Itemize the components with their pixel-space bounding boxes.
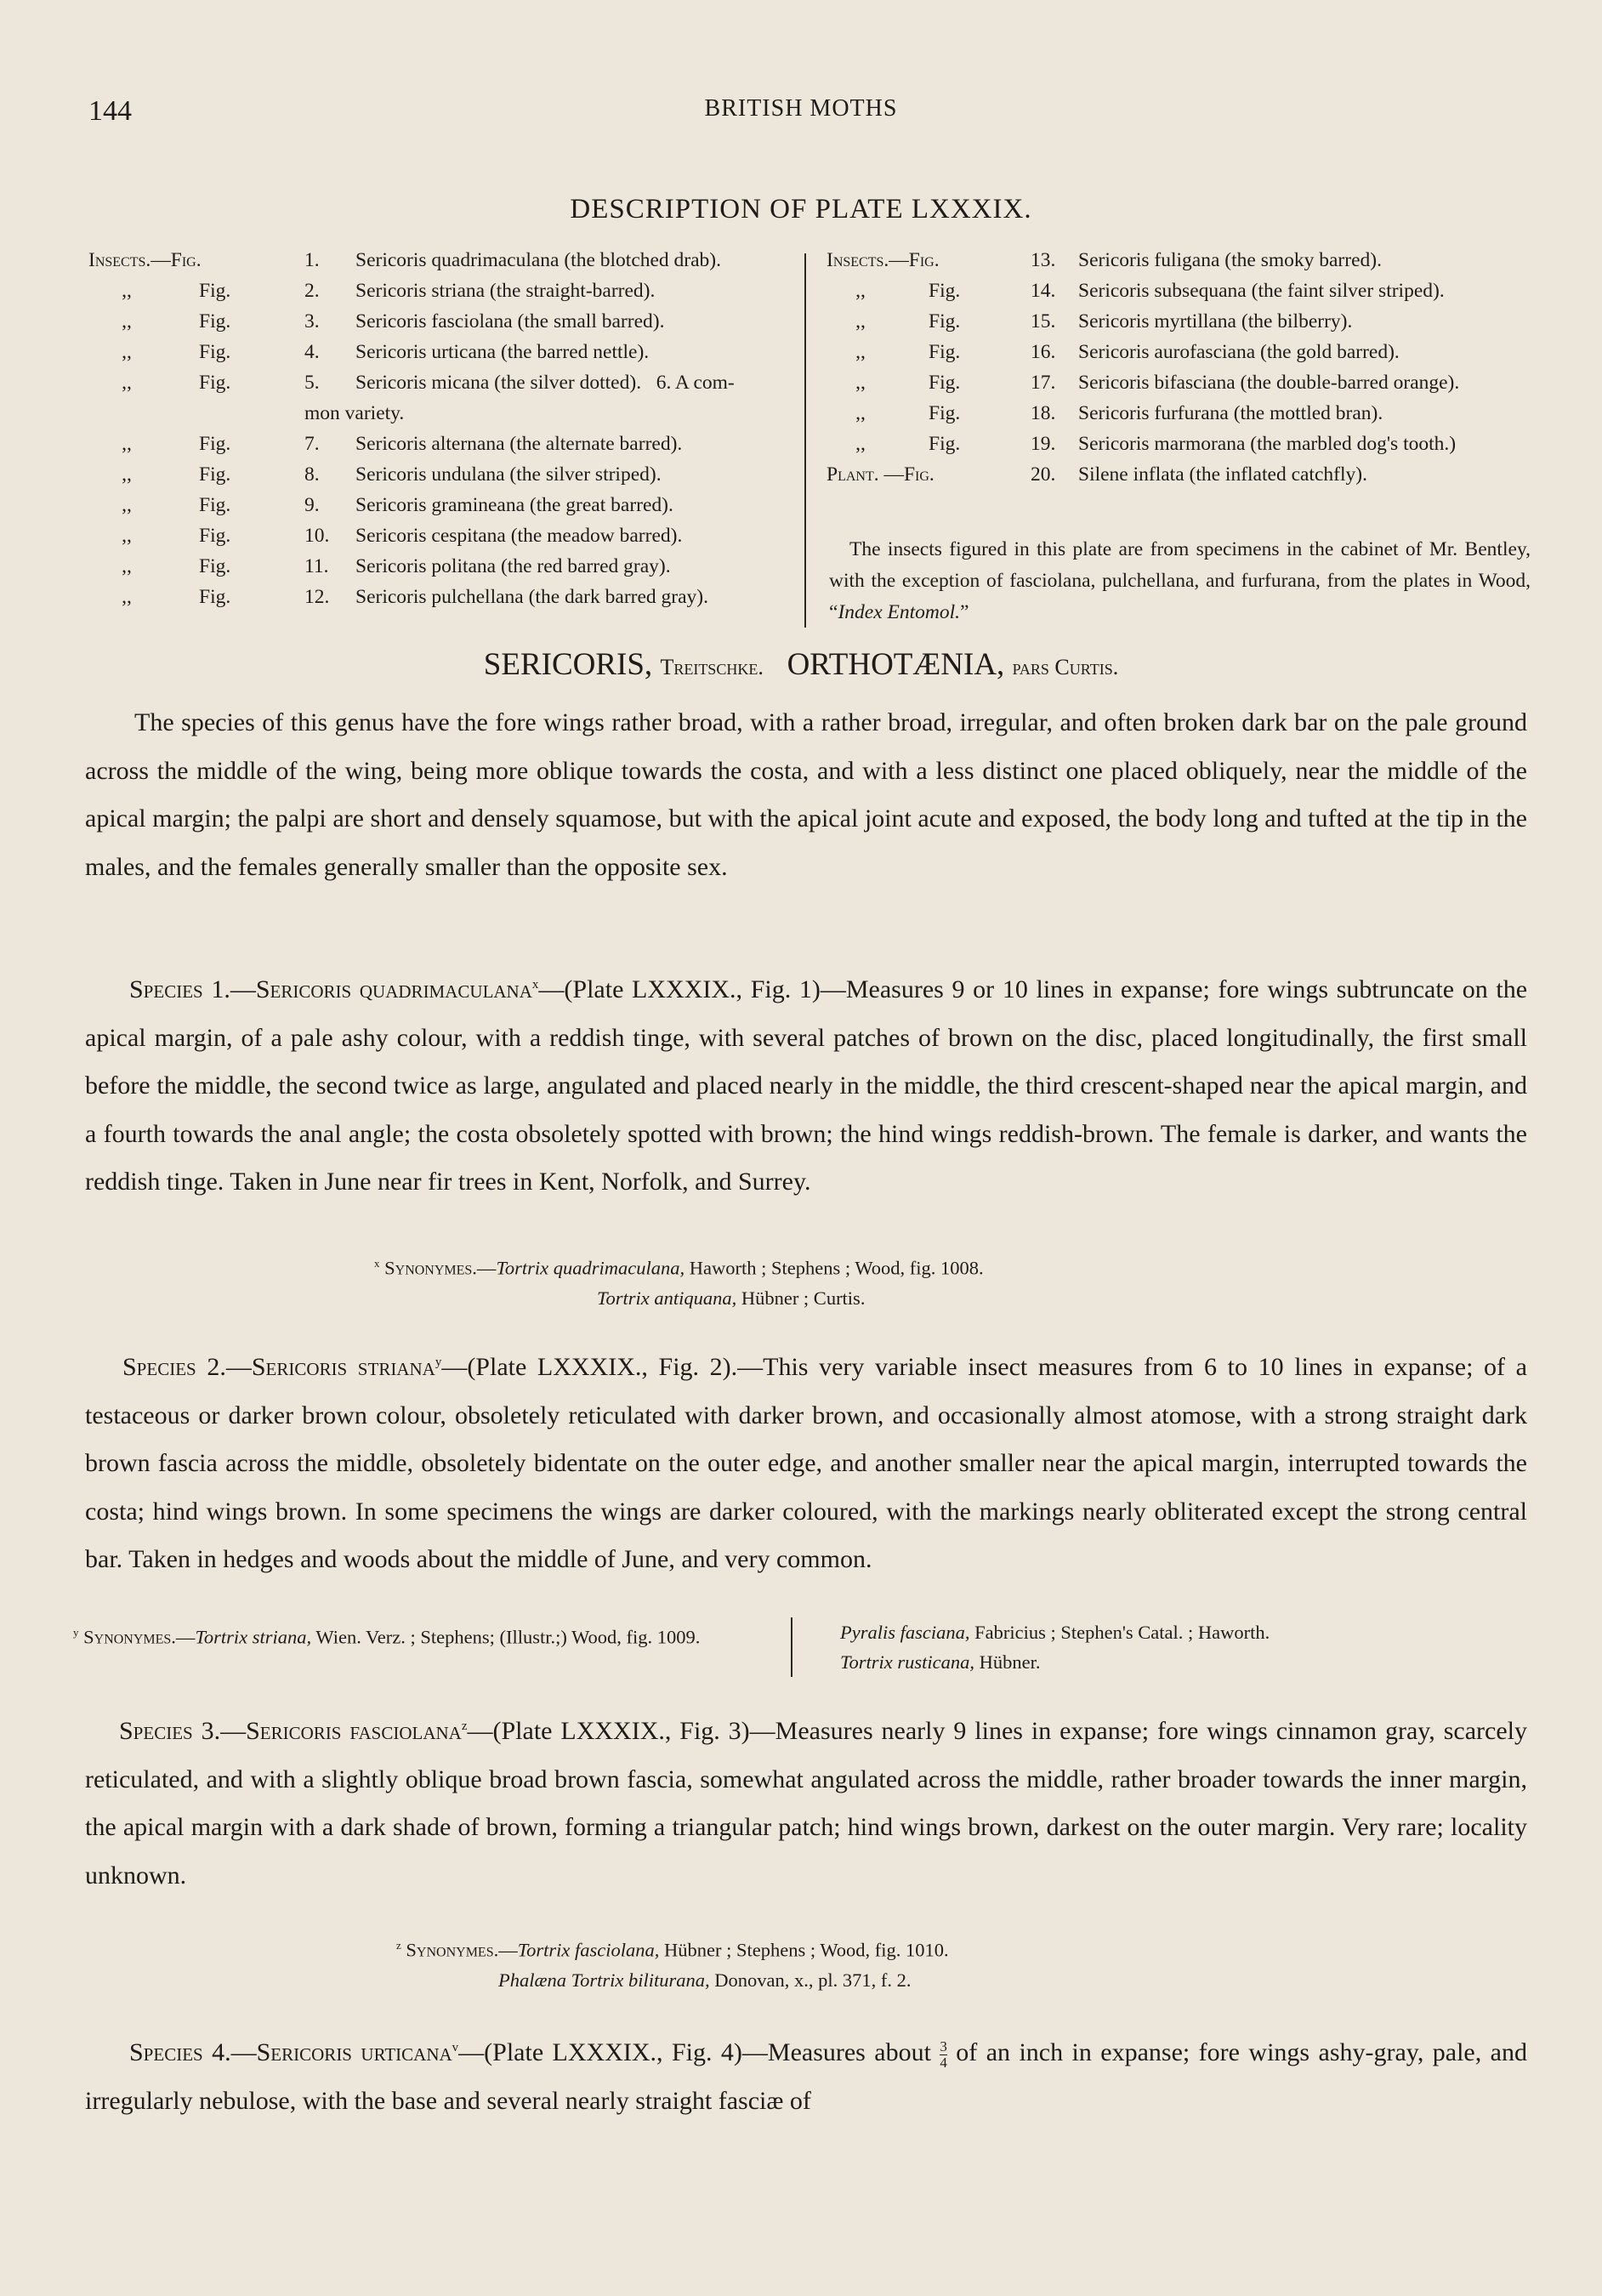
genus-heading [0, 646, 1602, 683]
synonym-label: Synonymes.— [384, 1257, 497, 1279]
figure-row [88, 306, 794, 337]
figure-text: Sericoris striana (the straight-barred). [355, 280, 656, 302]
synonym-source: Haworth ; Stephens ; Wood, fig. 1008. [685, 1257, 984, 1279]
synonym-source: Hübner ; Curtis. [736, 1287, 866, 1309]
figure-lead: ,, [855, 402, 866, 424]
page-number: 144 [88, 95, 132, 127]
figure-label: Fig. [199, 494, 231, 516]
figure-number: 4. [304, 341, 320, 363]
figure-lead: ,, [855, 372, 866, 394]
figure-number: 2. [304, 280, 320, 302]
synonym-label: Synonymes.— [406, 1939, 518, 1961]
figure-number: 18. [1031, 402, 1056, 424]
fraction [940, 2039, 947, 2071]
figure-number: 20. [1031, 463, 1056, 486]
figure-text: Sericoris fuligana (the smoky barred). [1078, 249, 1382, 271]
figure-lead: Plant. —Fig. [827, 463, 934, 486]
species-text: —(Plate LXXXIX., Fig. 3)—Measures nearly 9 lines in expanse; fore wings cinnamon gray, scarcely reticulated, and with a slightly oblique broad brown fascia, somewhat angulated across the middle, rather broader towards the inner margin, the apical margin with a dark shade of brown, forming a triangular patch; hind wings brown, darkest on the outer margin. Very rare; locality unknown. [85, 1717, 1527, 1890]
synonym-name: Pyralis fasciana, [840, 1622, 970, 1643]
figure-row [827, 306, 1532, 337]
synonym-source: Donovan, x., pl. 371, f. 2. [709, 1969, 912, 1991]
species-label: Species 2.—Sericoris striana [122, 1353, 435, 1381]
synonym-line [396, 1930, 1417, 1965]
species-label: Species 1.—Sericoris quadrimaculana [129, 975, 532, 1003]
synonym-name: Tortrix antiquana, [597, 1287, 737, 1309]
figure-number: 15. [1031, 310, 1056, 332]
figure-lead: ,, [122, 586, 132, 608]
footnote-mark: v [452, 2041, 459, 2054]
synonym-source: Hübner ; Stephens ; Wood, fig. 1010. [659, 1939, 949, 1961]
figure-text: Sericoris gramineana (the great barred). [355, 494, 673, 516]
figure-number: 1. [304, 249, 320, 271]
figure-row [88, 367, 794, 398]
species-text: —(Plate LXXXIX., Fig. 2).—This very variable insect measures from 6 to 10 lines in expanse; of a testaceous or darker brown colour, obsoletely reticulated with darker brown, and occasionally almost atomose, with a strong straight dark brown fascia across the middle, obsoletely bidentate on the outer edge, and another smaller near the apical margin, interrupted towards the costa; hind wings brown. In some specimens the wings are darker coloured, with the markings nearly obliterated except the strong central bar. Taken in hedges and woods about the middle of June, and very common. [85, 1353, 1527, 1573]
figure-lead: ,, [122, 310, 132, 332]
figure-row [88, 276, 794, 306]
figure-number: 11. [304, 555, 329, 577]
synonym-line [374, 1283, 1395, 1313]
synonym-line [396, 1965, 1417, 1995]
species-text: —(Plate LXXXIX., Fig. 1)—Measures 9 or 10 lines in expanse; fore wings subtruncate on the apical margin, of a pale ashy colour, with a reddish tinge, with several patches of brown on the disc, placed longitudinally, the first small before the middle, the second twice as large, angulated and placed nearly in the middle, the third crescent-shaped near the apical margin, and a fourth towards the anal angle; the costa obsoletely spotted with brown; the hind wings reddish-brown. The female is darker, and wants the reddish tinge. Taken in June near fir trees in Kent, Norfolk, and Surrey. [85, 975, 1528, 1196]
species-1-paragraph [85, 961, 1527, 1207]
figure-number: 5. [304, 372, 320, 394]
cabinet-note-text: The insects figured in this plate are from specimens in the cabinet of Mr. Bentley, with the exception of fasciolana, pulchellana, and furfurana, from the plates in Wood, “ [829, 538, 1531, 623]
figure-list-left [88, 245, 794, 612]
figure-lead: ,, [855, 433, 866, 455]
figure-row [88, 459, 794, 490]
figure-label: Fig. [929, 280, 961, 302]
footnote-mark: x [374, 1257, 380, 1270]
figure-row [827, 429, 1532, 459]
figure-text: Sericoris undulana (the silver striped). [355, 463, 662, 486]
figure-label: Fig. [929, 402, 961, 424]
species-2-synonyms-left [73, 1617, 787, 1652]
figure-text-continuation: mon variety. [304, 402, 405, 424]
synonym-name: Tortrix quadrimaculana, [496, 1257, 685, 1279]
figure-row [88, 490, 794, 520]
figure-lead: ,, [122, 494, 132, 516]
figure-row [88, 582, 794, 612]
running-title: BRITISH MOTHS [704, 95, 898, 122]
species-label: Species 4.—Sericoris urticana [129, 2038, 452, 2066]
figure-row-continuation [88, 398, 794, 429]
figure-number: 16. [1031, 341, 1056, 363]
footnote-mark: y [73, 1626, 79, 1639]
figure-text: Sericoris micana (the silver dotted). 6. A com- [355, 372, 735, 394]
figure-list-right [827, 245, 1532, 490]
genus-author: Treitschke. [660, 655, 764, 679]
species-2-synonyms-right [840, 1617, 1537, 1677]
figure-text: Sericoris cespitana (the meadow barred). [355, 525, 683, 547]
figure-lead: ,, [122, 555, 132, 577]
synonym-source: Fabricius ; Stephen's Catal. ; Haworth. [969, 1622, 1270, 1643]
figure-number: 13. [1031, 249, 1056, 271]
synonym-name: Tortrix striana, [195, 1626, 312, 1648]
synonym-line [374, 1248, 1395, 1283]
figure-lead: ,, [122, 341, 132, 363]
figure-number: 8. [304, 463, 320, 486]
figure-row [827, 245, 1532, 276]
figure-text: Sericoris subsequana (the faint silver striped). [1078, 280, 1445, 302]
footnote-mark: x [531, 978, 539, 992]
figure-label: Fig. [199, 433, 231, 455]
synonym-source: Wien. Verz. ; Stephens; (Illustr.;) Wood, fig. 1009. [311, 1626, 701, 1648]
figure-lead: ,, [122, 280, 132, 302]
cabinet-note-italic: Index Entomol. [838, 601, 961, 623]
figure-row [88, 429, 794, 459]
figure-number: 12. [304, 586, 330, 608]
figure-text: Sericoris pulchellana (the dark barred gray). [355, 586, 708, 608]
figure-row [88, 245, 794, 276]
cabinet-note-close: ” [960, 601, 969, 623]
footnote-mark: z [461, 1719, 468, 1733]
figure-text: Sericoris furfurana (the mottled bran). [1078, 402, 1383, 424]
figure-number: 3. [304, 310, 320, 332]
figure-text: Silene inflata (the inflated catchfly). [1078, 463, 1367, 486]
genus-name: SERICORIS, [483, 647, 653, 682]
fraction-denominator: 4 [940, 2054, 947, 2071]
synonym-name: Phalæna Tortrix biliturаna, [498, 1969, 710, 1991]
fraction-numerator: 3 [940, 2037, 947, 2054]
species-3-synonyms [396, 1930, 1417, 1995]
figure-text: Sericoris bifasciana (the double-barred orange). [1078, 372, 1460, 394]
species-label: Species 3.—Sericoris fasciolana [119, 1717, 462, 1745]
figure-label: Fig. [199, 341, 231, 363]
figure-text: Sericoris myrtillana (the bilberry). [1078, 310, 1353, 332]
figure-number: 19. [1031, 433, 1056, 455]
figure-lead: Insects.—Fig. [827, 249, 940, 271]
figure-label: Fig. [199, 525, 231, 547]
figure-label: Fig. [199, 555, 231, 577]
figure-text: Sericoris urticana (the barred nettle). [355, 341, 650, 363]
species-2-paragraph [85, 1338, 1527, 1584]
figure-label: Fig. [929, 310, 961, 332]
figure-label: Fig. [199, 372, 231, 394]
genus-author: pars Curtis. [1012, 655, 1119, 679]
species-1-synonyms [374, 1248, 1395, 1313]
figure-number: 17. [1031, 372, 1056, 394]
footnote-mark: z [396, 1939, 401, 1952]
column-divider [804, 253, 806, 628]
plate-title: DESCRIPTION OF PLATE LXXXIX. [570, 194, 1032, 224]
cabinet-note [829, 534, 1531, 628]
figure-label: Fig. [199, 310, 231, 332]
figure-label: Fig. [199, 463, 231, 486]
figure-label: Fig. [929, 372, 961, 394]
figure-row [88, 520, 794, 551]
figure-label: Fig. [199, 280, 231, 302]
figure-lead: ,, [855, 280, 866, 302]
figure-label: Fig. [199, 586, 231, 608]
figure-lead: ,, [122, 463, 132, 486]
figure-label: Fig. [929, 341, 961, 363]
figure-number: 7. [304, 433, 320, 455]
synonym-label: Synonymes.— [83, 1626, 196, 1648]
figure-text: Sericoris aurofasciana (the gold barred). [1078, 341, 1400, 363]
figure-lead: ,, [122, 372, 132, 394]
figure-number: 10. [304, 525, 330, 547]
species-text: —(Plate LXXXIX., Fig. 4)—Measures about [458, 2038, 940, 2066]
figure-lead: ,, [855, 310, 866, 332]
synonym-source: Hübner. [974, 1651, 1041, 1673]
figure-text: Sericoris alternana (the alternate barred). [355, 433, 683, 455]
figure-text: Sericoris quadrimaculana (the blotched drab). [355, 249, 722, 271]
species-4-paragraph [85, 2024, 1527, 2125]
figure-row [88, 337, 794, 367]
figure-row [88, 551, 794, 582]
species-text: of an inch in expanse; fore wings ashy-gray, pale, and irregularly nebulose, with the base and several nearly straight fasciæ of [85, 2038, 1527, 2115]
figure-row [827, 398, 1532, 429]
figure-lead: ,, [122, 433, 132, 455]
figure-number: 14. [1031, 280, 1056, 302]
synonym-name: Tortrix rusticana, [840, 1651, 974, 1673]
figure-lead: Insects.—Fig. [88, 249, 202, 271]
figure-lead: ,, [855, 341, 866, 363]
figure-label: Fig. [929, 433, 961, 455]
footnote-divider [791, 1617, 792, 1677]
figure-lead: ,, [122, 525, 132, 547]
figure-text: Sericoris marmorana (the marbled dog's tooth.) [1078, 433, 1457, 455]
figure-text: Sericoris fasciolana (the small barred). [355, 310, 665, 332]
figure-row [827, 337, 1532, 367]
synonym-line [840, 1647, 1537, 1677]
figure-number: 9. [304, 494, 320, 516]
figure-text: Sericoris politana (the red barred gray). [355, 555, 671, 577]
intro-paragraph: The species of this genus have the fore wings rather broad, with a rather broad, irregular, and often broken dark bar on the pale ground across the middle of the wing, being more oblique towards the costa, and with a less distinct one placed obliquely, near the middle of the apical margin; the palpi are short and densely squamose, but with the apical joint acute and exposed, the body long and tufted at the tip in the males, and the females generally smaller than the opposite sex. [85, 708, 1527, 881]
figure-row [827, 276, 1532, 306]
synonym-name: Tortrix fasciolana, [517, 1939, 660, 1961]
synonym-line [840, 1617, 1537, 1647]
figure-row [827, 367, 1532, 398]
footnote-mark: y [435, 1355, 442, 1369]
genus-name: ORTHOTÆNIA, [787, 647, 1005, 682]
figure-row [827, 459, 1532, 490]
species-3-paragraph [85, 1702, 1527, 1900]
